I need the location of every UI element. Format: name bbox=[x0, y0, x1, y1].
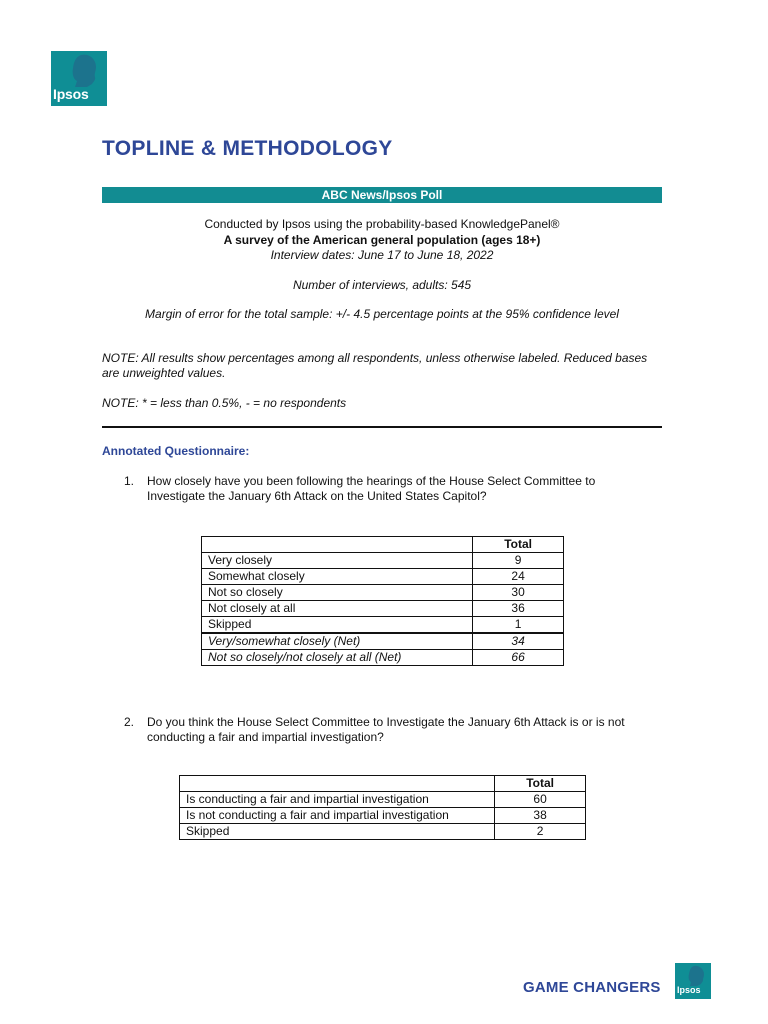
row-label: Skipped bbox=[180, 824, 495, 840]
table-row bbox=[180, 824, 586, 840]
question-number: 2. bbox=[124, 715, 135, 729]
logo-wordmark: Ipsos bbox=[53, 86, 89, 102]
page-title: TOPLINE & METHODOLOGY bbox=[102, 137, 393, 160]
logo-wordmark: Ipsos bbox=[677, 985, 701, 995]
q2-results-table bbox=[179, 775, 586, 840]
question-text: Do you think the House Select Committee to Investigate the January 6th Attack is or is not conducting a fair and impartial investigation? bbox=[147, 715, 625, 744]
row-value: 24 bbox=[473, 569, 564, 585]
game-changers-tagline: GAME CHANGERS bbox=[523, 979, 661, 996]
question-number: 1. bbox=[124, 474, 135, 488]
interview-count: Number of interviews, adults: 545 bbox=[292, 278, 472, 292]
table-row bbox=[202, 553, 564, 569]
column-header-total: Total bbox=[473, 537, 564, 553]
net-row-value: 66 bbox=[473, 650, 564, 666]
net-row-value: 34 bbox=[473, 633, 564, 650]
row-value: 60 bbox=[495, 792, 586, 808]
margin-of-error: Margin of error for the total sample: +/- 4.5 percentage points at the 95% confidence level bbox=[145, 307, 619, 321]
row-label: Very closely bbox=[202, 553, 473, 569]
table-row bbox=[180, 792, 586, 808]
row-value: 30 bbox=[473, 585, 564, 601]
conducted-by-line: Conducted by Ipsos using the probability-based KnowledgePanel® bbox=[204, 217, 560, 231]
table-row bbox=[202, 617, 564, 634]
annotated-questionnaire-heading: Annotated Questionnaire: bbox=[102, 444, 250, 458]
section-divider bbox=[102, 426, 662, 428]
table-header-row bbox=[202, 537, 564, 553]
note-symbols: NOTE: * = less than 0.5%, - = no respondents bbox=[102, 396, 347, 410]
table-row bbox=[202, 569, 564, 585]
row-value: 36 bbox=[473, 601, 564, 617]
net-row-label: Very/somewhat closely (Net) bbox=[202, 633, 473, 650]
column-header-total: Total bbox=[495, 776, 586, 792]
row-value: 38 bbox=[495, 808, 586, 824]
table-row bbox=[180, 808, 586, 824]
table-row bbox=[202, 601, 564, 617]
footer-ipsos-logo bbox=[675, 963, 711, 999]
question-text: How closely have you been following the hearings of the House Select Committee to Investigate the January 6th Attack on the United States Capitol? bbox=[147, 474, 596, 503]
row-value: 1 bbox=[473, 617, 564, 634]
row-value: 2 bbox=[495, 824, 586, 840]
q1-results-table bbox=[201, 536, 564, 666]
interview-dates: Interview dates: June 17 to June 18, 2022 bbox=[270, 248, 494, 262]
table-header-row bbox=[180, 776, 586, 792]
net-row bbox=[202, 650, 564, 666]
net-row bbox=[202, 633, 564, 650]
row-label: Is conducting a fair and impartial investigation bbox=[180, 792, 495, 808]
row-label: Somewhat closely bbox=[202, 569, 473, 585]
row-label: Not so closely bbox=[202, 585, 473, 601]
survey-description: A survey of the American general population (ages 18+) bbox=[223, 233, 541, 247]
row-label: Skipped bbox=[202, 617, 473, 634]
table-row bbox=[202, 585, 564, 601]
header-blank-cell bbox=[180, 776, 495, 792]
poll-banner: ABC News/Ipsos Poll bbox=[102, 187, 662, 203]
note-percentages: NOTE: All results show percentages among all respondents, unless otherwise labeled. Reduced bases are unweighted values. bbox=[102, 351, 648, 380]
row-value: 9 bbox=[473, 553, 564, 569]
row-label: Not closely at all bbox=[202, 601, 473, 617]
header-blank-cell bbox=[202, 537, 473, 553]
net-row-label: Not so closely/not closely at all (Net) bbox=[202, 650, 473, 666]
ipsos-logo bbox=[51, 51, 107, 106]
row-label: Is not conducting a fair and impartial investigation bbox=[180, 808, 495, 824]
